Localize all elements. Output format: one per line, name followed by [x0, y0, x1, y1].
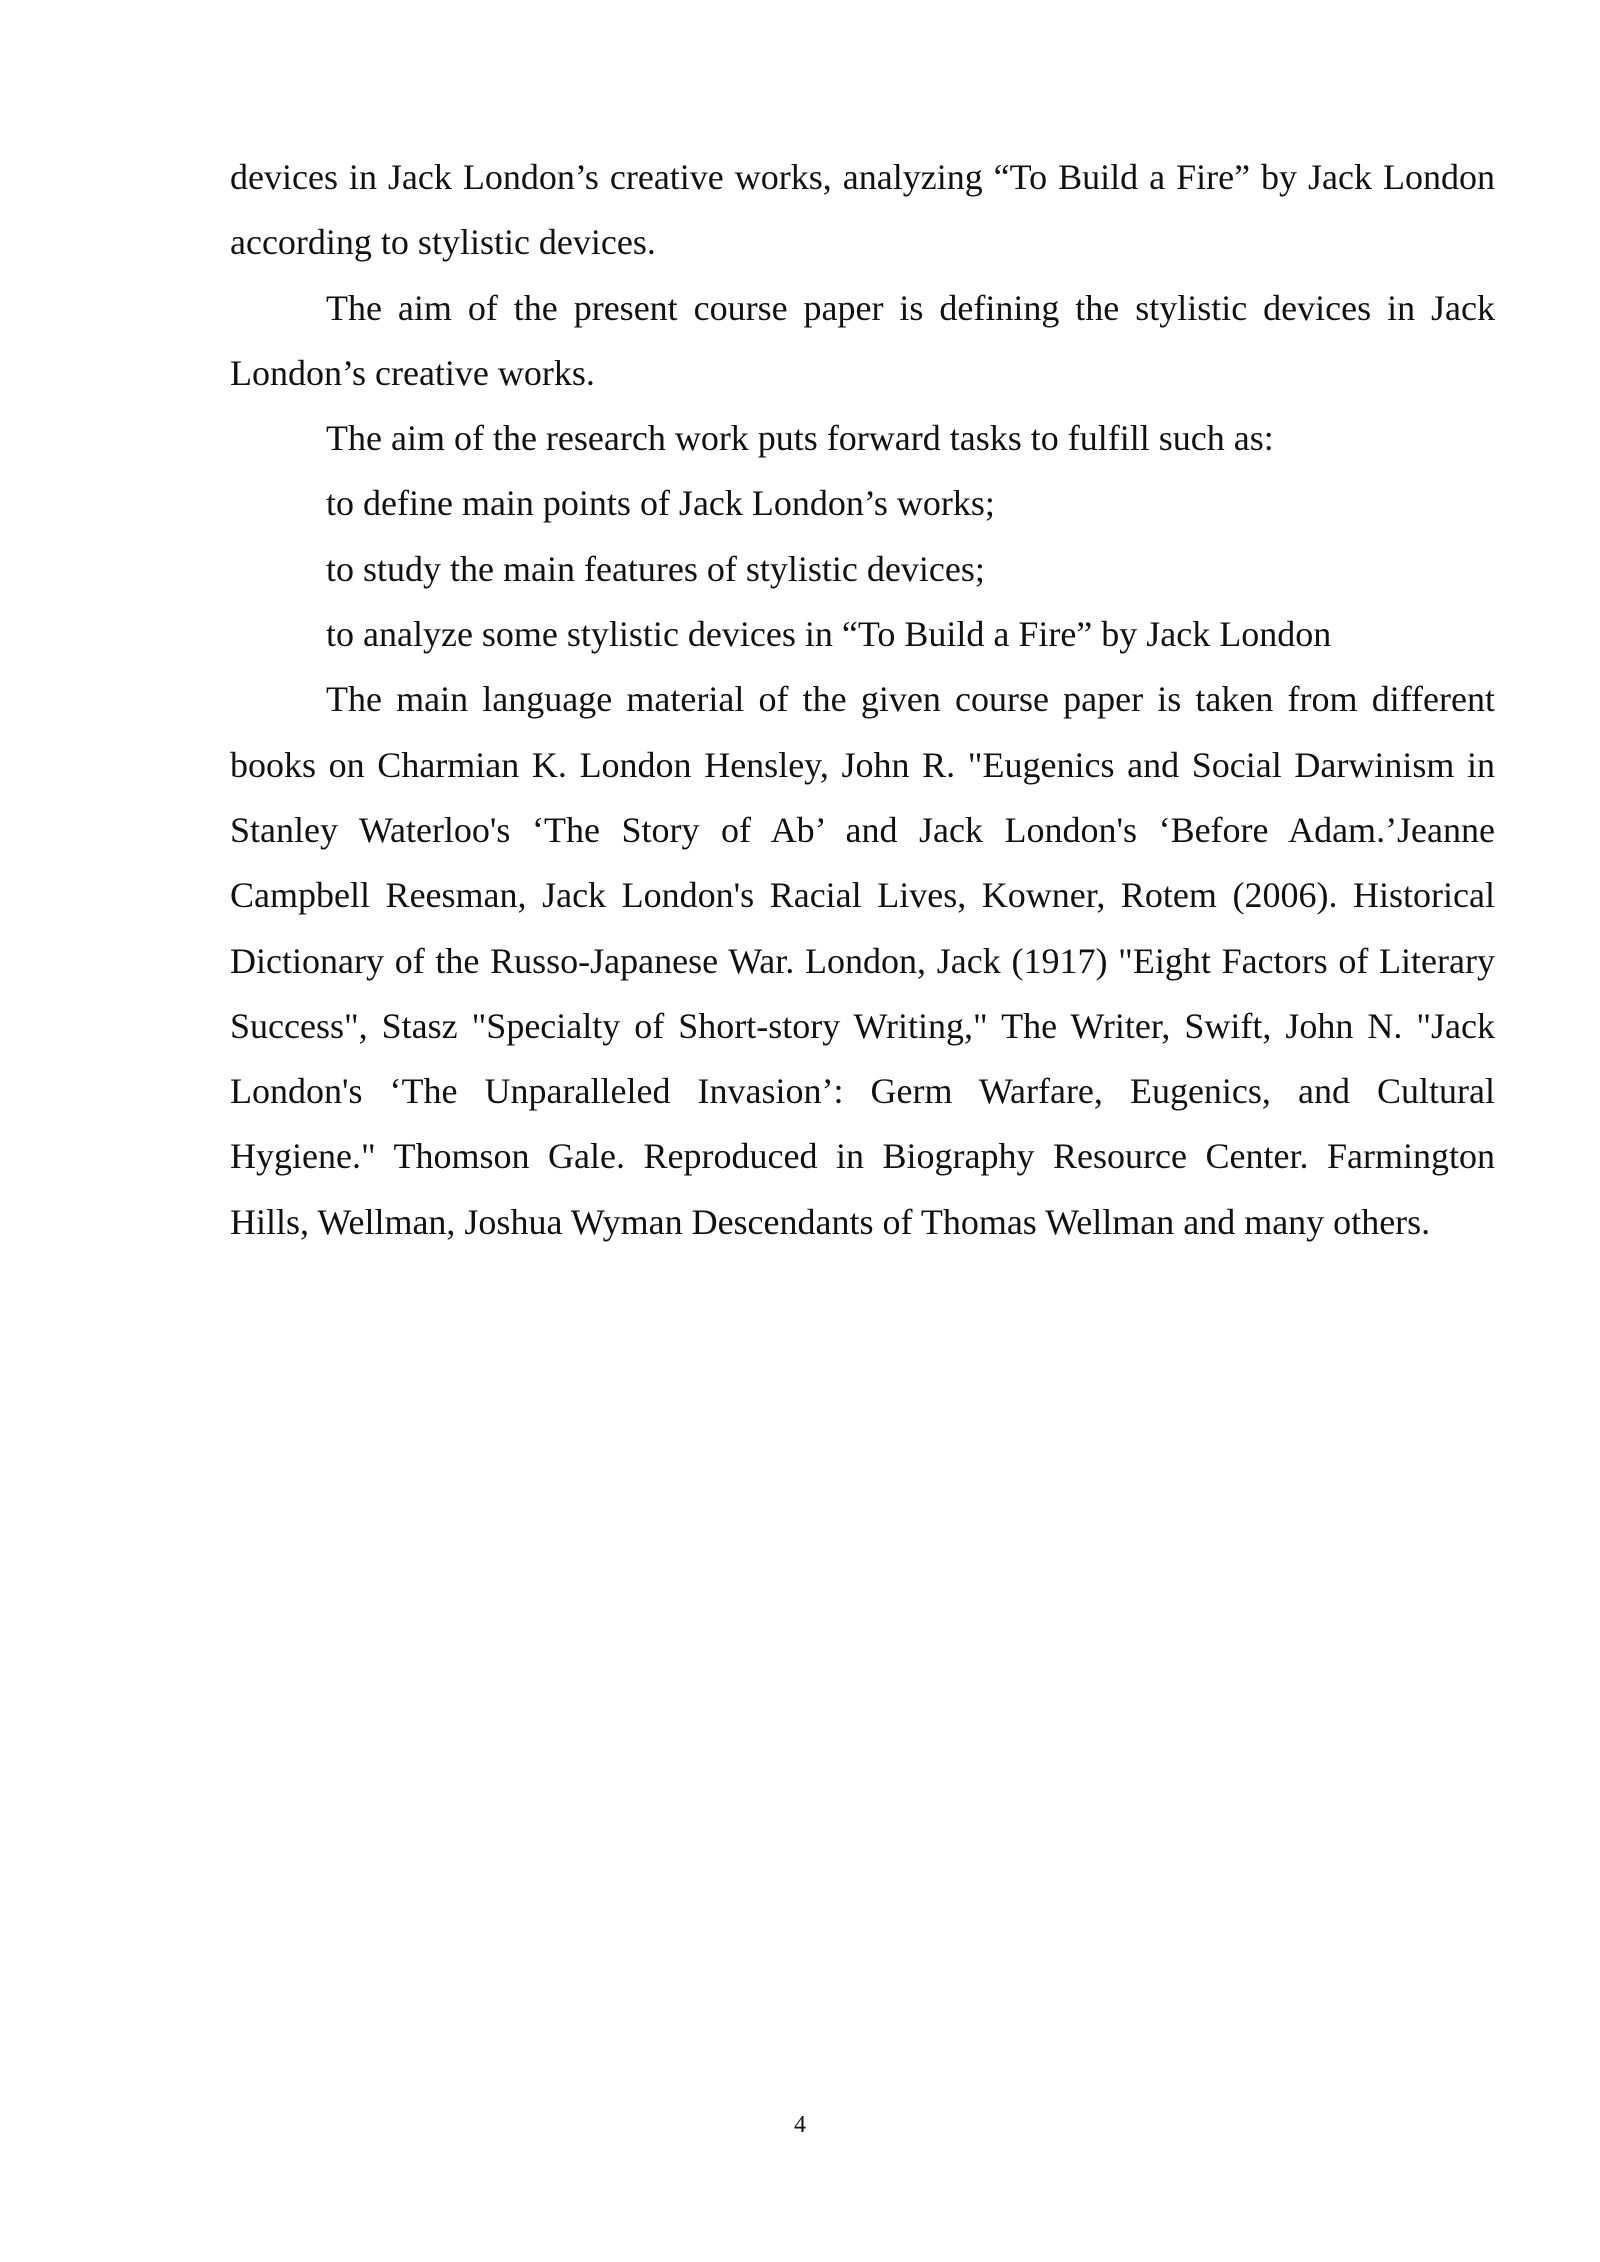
paragraph-aim: The aim of the present course paper is defining the stylistic devices in Jack London’s creative works.: [230, 287, 1495, 393]
task-item-2: to study the main features of stylistic devices;: [326, 548, 985, 589]
paragraph-continuation: devices in Jack London’s creative works, analyzing “To Build a Fire” by Jack London according to stylistic devices.: [230, 157, 1495, 263]
page-number: 4: [794, 2112, 806, 2138]
task-item-1: to define main points of Jack London’s works;: [326, 483, 995, 524]
body-text: [230, 145, 1495, 1255]
paragraph-language-material: The main language material of the given course paper is taken from different books on Charmian K. London Hensley, John R. "Eugenics and Social Darwinism in Stanley Waterloo's ‘The Story of Ab’ and Jack London's ‘Before Adam.’Jeanne Campbell Reesman, Jack London's Racial Lives, Kowner, Rotem (2006). Historical Dictionary of the Russo-Japanese War. London, Jack (1917) "Eight Factors of Literary Success", Stasz "Specialty of Short-story Writing," The Writer, Swift, John N. "Jack London's ‘The Unparalleled Invasion’: Germ Warfare, Eugenics, and Cultural Hygiene." Thomson Gale. Reproduced in Biography Resource Center. Farmington Hills, Wellman, Joshua Wyman Descendants of Thomas Wellman and many others.: [230, 679, 1495, 1242]
paragraph-tasks-intro: The aim of the research work puts forward tasks to fulfill such as:: [326, 418, 1274, 459]
task-item-3: to analyze some stylistic devices in “To Build a Fire” by Jack London: [326, 614, 1332, 655]
